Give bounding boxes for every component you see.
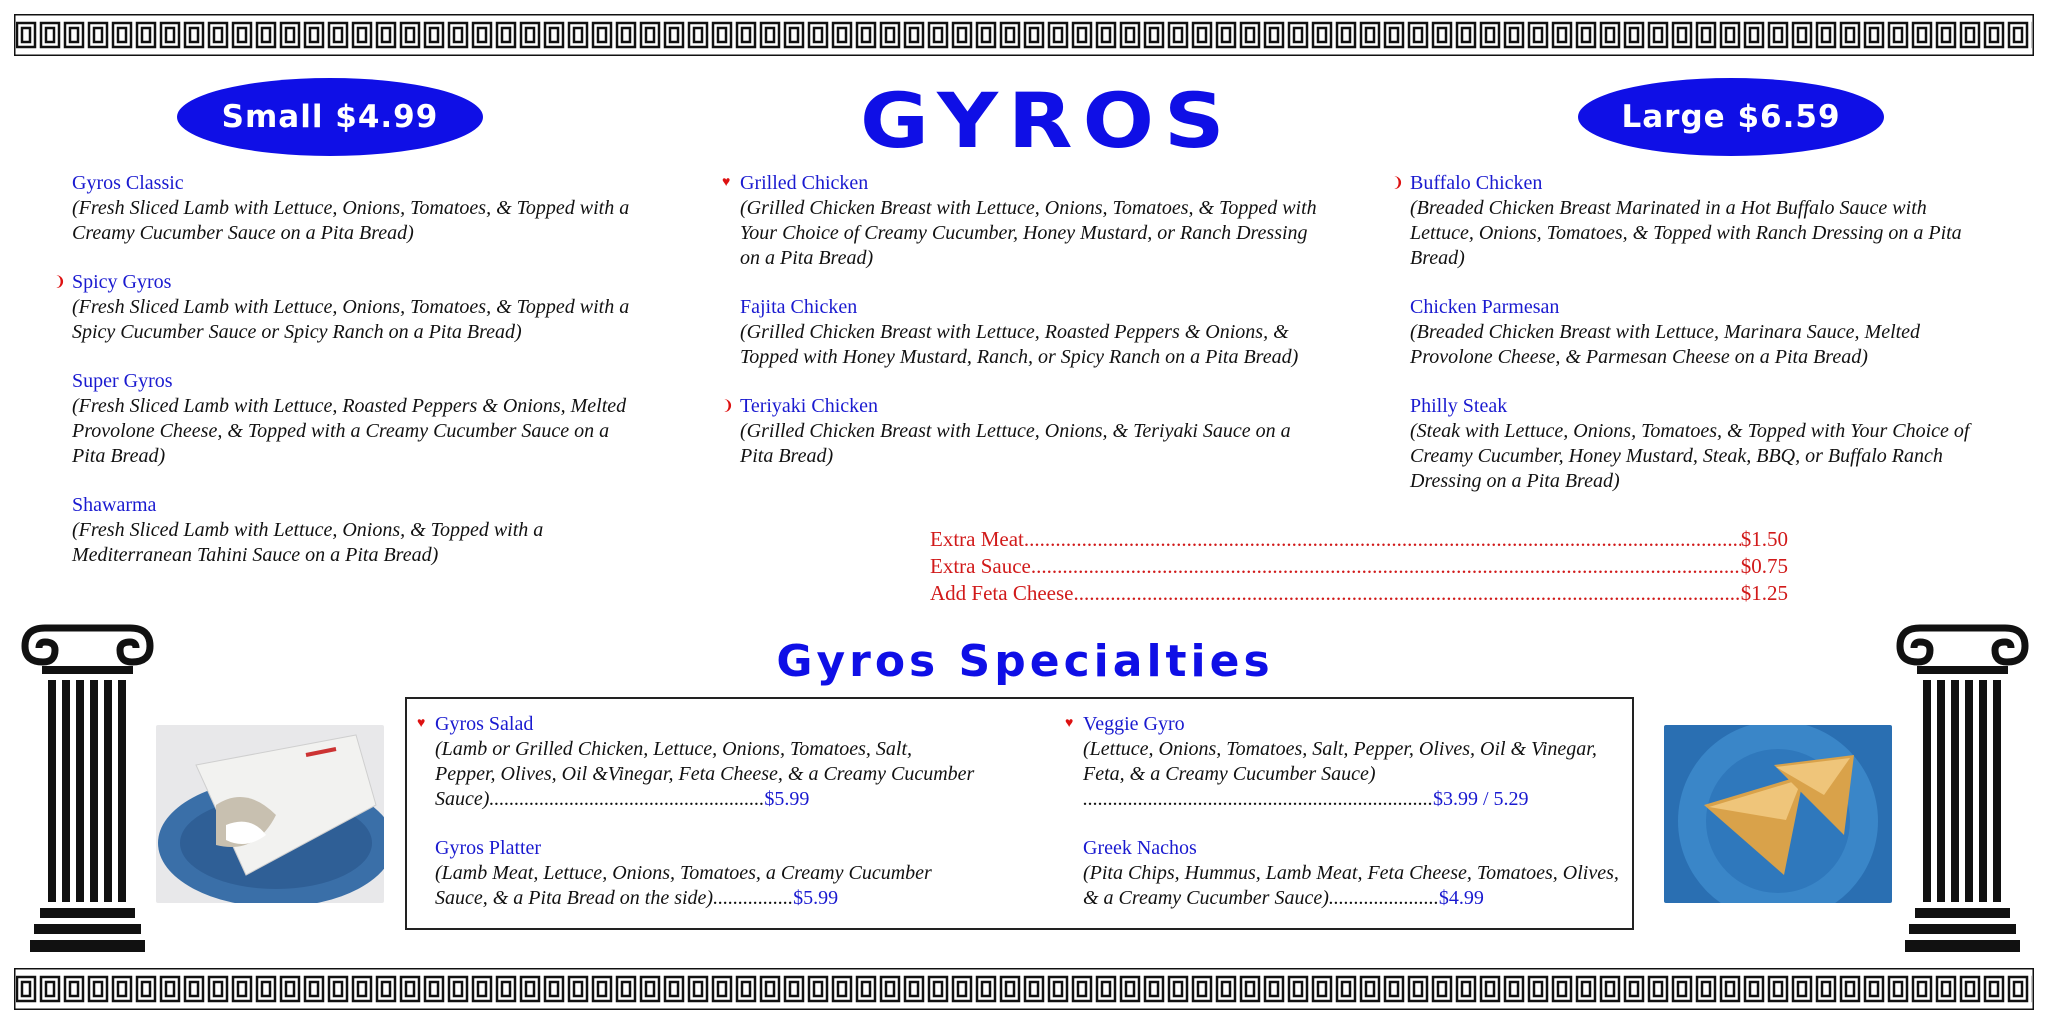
chili-pepper-icon: ❩ [722,399,734,414]
menu-item: Super Gyros (Fresh Sliced Lamb with Lettuce, Roasted Peppers & Onions, Melted Provolone Cheese, & Topped with a Creamy Cucumber Sauce on a Pita Bread) [72,370,627,467]
menu-item: ❩ Buffalo Chicken (Breaded Chicken Breast Marinated in a Hot Buffalo Sauce with Lettuce, Onions, Tomatoes, & Topped with Ranch Dressing on a Pita Bread) [1392,172,1962,269]
heart-icon: ♥ [1065,716,1074,731]
pillar-left-icon [20,624,155,964]
heart-icon: ♥ [417,716,426,731]
menu-column-1 [54,171,642,592]
menu-item: Fajita Chicken (Grilled Chicken Breast with Lettuce, Roasted Peppers & Onions, & Topped with Honey Mustard, Ranch, or Spicy Ranch on a Pita Bread) [740,296,1299,368]
small-price-badge: Small $4.99 [177,78,483,156]
extras-list [930,526,1788,607]
large-price-badge: Large $6.59 [1578,78,1884,156]
menu-item: Gyros Classic (Fresh Sliced Lamb with Lettuce, Onions, Tomatoes, & Topped with a Creamy Cucumber Sauce on a Pita Bread) [72,172,630,244]
greek-key-border-top [14,14,2034,56]
specialties-title: Gyros Specialties [776,636,1274,687]
menu-item: Shawarma (Fresh Sliced Lamb with Lettuce, Onions, & Topped with a Mediterranean Tahini Sauce on a Pita Bread) [72,494,544,566]
chili-pepper-icon: ❩ [54,275,66,290]
menu-item: Chicken Parmesan (Breaded Chicken Breast with Lettuce, Marinara Sauce, Melted Provolone Cheese, & Parmesan Cheese on a Pita Bread) [1410,296,1921,368]
menu-item: Gyros Platter (Lamb Meat, Lettuce, Onions, Tomatoes, a Creamy Cucumber Sauce, & a Pita Bread on the side)................$5.99 [435,837,932,909]
page-title: GYROS [860,76,1235,166]
baklava-photo [1664,725,1892,903]
specialties-column-left [417,712,975,935]
pillar-right-icon [1895,624,2030,964]
menu-item: Philly Steak (Steak with Lettuce, Onions, Tomatoes, & Topped with Your Choice of Creamy Cucumber, Honey Mustard, Steak, BBQ, or Buffalo Ranch Dressing on a Pita Bread) [1410,395,1970,492]
menu-item: ♥ Grilled Chicken (Grilled Chicken Breast with Lettuce, Onions, Tomatoes, & Topped with Your Choice of Creamy Cucumber, Honey Mustard, or Ranch Dressing on a Pita Bread) [722,172,1317,269]
heart-icon: ♥ [722,175,731,190]
menu-item: ❩ Teriyaki Chicken (Grilled Chicken Breast with Lettuce, Onions, & Teriyaki Sauce on a Pita Bread) [722,395,1291,467]
specialties-column-right [1065,712,1623,935]
menu-item: ♥ Veggie Gyro (Lettuce, Onions, Tomatoes, Salt, Pepper, Olives, Oil & Vinegar, Feta, & a Creamy Cucumber Sauce) ......................................................................$3.99 / 5.29 [1065,713,1597,810]
extra-row: Add Feta Cheese ..... $1.25 [930,580,1788,607]
menu-column-3 [1392,171,1995,518]
menu-item: ❩ Spicy Gyros (Fresh Sliced Lamb with Lettuce, Onions, Tomatoes, & Topped with a Spicy Cucumber Sauce or Spicy Ranch on a Pita Bread) [54,271,630,343]
gyro-wrap-photo [156,725,384,903]
chili-pepper-icon: ❩ [1392,176,1404,191]
menu-column-2 [722,171,1320,493]
extra-row: Extra Sauce ..... $0.75 [930,553,1788,580]
greek-key-border-bottom [14,968,2034,1010]
specialties-box [405,697,1634,930]
menu-item: ♥ Gyros Salad (Lamb or Grilled Chicken, Lettuce, Onions, Tomatoes, Salt, Pepper, Olives, Oil &Vinegar, Feta Cheese, & a Creamy Cucumber Sauce).......................................................$5.99 [417,713,975,810]
extra-row: Extra Meat ..... $1.50 [930,526,1788,553]
menu-item: Greek Nachos (Pita Chips, Hummus, Lamb Meat, Feta Cheese, Tomatoes, Olives, & a Creamy Cucumber Sauce)......................$4.99 [1083,837,1619,909]
